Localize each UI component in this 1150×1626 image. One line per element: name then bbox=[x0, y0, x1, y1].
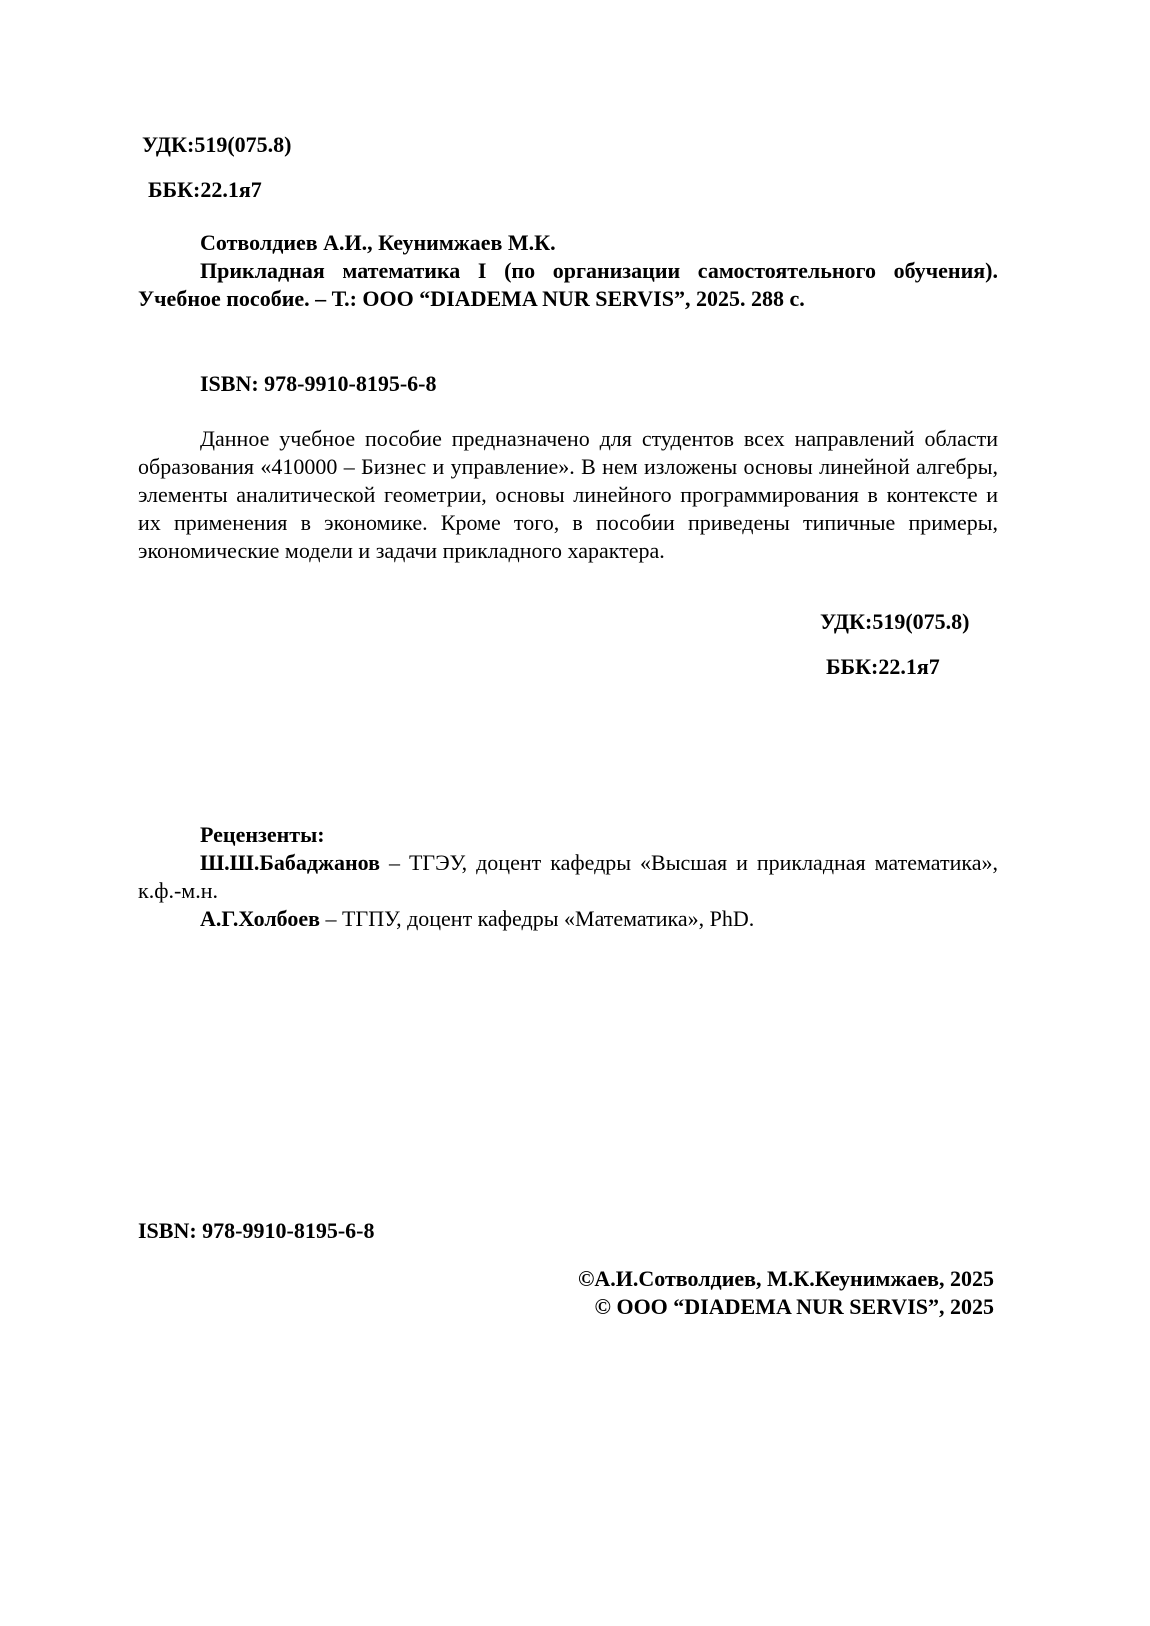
reviewer-1-name: Ш.Ш.Бабаджанов bbox=[200, 850, 380, 875]
reviewer-2-description: – ТГПУ, доцент кафедры «Математика», PhD. bbox=[320, 906, 755, 931]
udk-top: УДК:519(075.8) bbox=[142, 132, 292, 157]
abstract bbox=[138, 425, 998, 565]
book-description: Прикладная математика I (по организации самостоятельного обучения). Учебное пособие. – Т.: ООО “DIADEMA NUR SERVIS”, 2025. 288 с. bbox=[138, 258, 998, 311]
copyright-authors: ©А.И.Сотволдиев, М.К.Кеунимжаев, 2025 bbox=[577, 1266, 994, 1291]
reviewers-heading: Рецензенты: bbox=[200, 822, 325, 847]
abstract-text: Данное учебное пособие предназначено для студентов всех направлений области образования «410000 – Бизнес и управление». В нем изложены основы линейной алгебры, элементы аналитической геометрии, основы линейного программирования в контексте и их применения в экономике. Кроме того, в пособии приведены типичные примеры, экономические модели и задачи прикладного характера. bbox=[138, 426, 998, 563]
reviewer-2-name: А.Г.Холбоев bbox=[200, 906, 321, 931]
authors: Сотволдиев А.И., Кеунимжаев М.К. bbox=[200, 230, 556, 255]
bibliographic-record bbox=[138, 229, 998, 313]
reviewer-1-description: – ТГЭУ, доцент кафедры «Высшая и прикладная математика», к.ф.-м.н. bbox=[138, 850, 998, 903]
reviewers-section bbox=[138, 821, 998, 933]
bbk-right: ББК:22.1я7 bbox=[826, 654, 940, 679]
bbk-top: ББК:22.1я7 bbox=[148, 177, 262, 202]
reviewer-2 bbox=[138, 905, 998, 933]
udk-right: УДК:519(075.8) bbox=[820, 609, 970, 634]
copyright-publisher: © ООО “DIADEMA NUR SERVIS”, 2025 bbox=[594, 1294, 994, 1319]
isbn-main: ISBN: 978-9910-8195-6-8 bbox=[200, 371, 437, 396]
isbn-footer: ISBN: 978-9910-8195-6-8 bbox=[138, 1218, 375, 1243]
reviewer-1 bbox=[138, 849, 998, 905]
